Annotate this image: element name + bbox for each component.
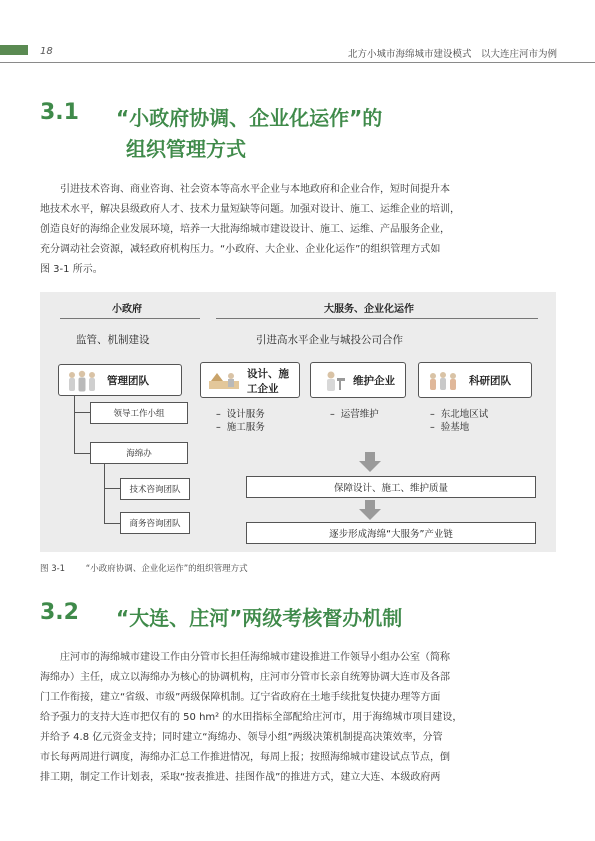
paragraph-line: 充分调动社会资源，减轻政府机构压力。“小政府、大企业、企业化运作”的组织管理方式如 [40, 244, 441, 255]
tree-connector [74, 412, 90, 413]
section-number: 3.2 [40, 600, 79, 625]
page-number: 18 [40, 46, 53, 57]
maintenance-bullet-list: – 运营维护 [330, 409, 379, 420]
running-title: 北方小城市海绵城市建设模式 以大连庄河市为例 [347, 49, 557, 60]
header-color-bar [0, 45, 28, 55]
section-title: “大连、庄河”两级考核督办机制 [116, 606, 403, 630]
paragraph-line: 地技术水平，解决县级政府人才、技术力量短缺等问题。加强对设计、施工、运维企业的培训， [40, 204, 460, 215]
paragraph-line: 庄河市的海绵城市建设工作由分管市长担任海绵城市建设推进工作领导小组办公室（简称 [60, 652, 450, 663]
tree-connector [104, 464, 105, 524]
paragraph-line: 给予强力的支持大连市把仅有的 50 hm² 的水田指标全部配给庄河市，用于海绵城市项目建设， [40, 712, 463, 723]
research-team-label: 科研团队 [469, 375, 511, 387]
tree-connector [104, 488, 120, 489]
section-title-line2: 组织管理方式 [126, 137, 246, 161]
caption-text: “小政府协调、企业化运作”的组织管理方式 [85, 564, 248, 574]
header-rule [0, 62, 595, 63]
design-box-line1: 设计、施 [247, 368, 289, 380]
section-number: 3.1 [40, 100, 79, 125]
maintenance-enterprise-box [310, 362, 406, 398]
sponge-office-box: 海绵办 [90, 442, 188, 464]
section-heading-3-2 [40, 600, 560, 630]
down-arrow-icon [358, 500, 382, 520]
management-team-label: 管理团队 [107, 375, 149, 387]
business-consulting-team-box: 商务咨询团队 [120, 512, 190, 534]
team-people-icon [65, 369, 99, 393]
design-construction-enterprise-box [200, 362, 300, 398]
paragraph-line: 门工作衔接，建立“省级、市级”两级保障机制。辽宁省政府在土地手续批复快捷办理等方面 [40, 692, 441, 703]
section-2-paragraph [40, 648, 560, 788]
bullet-construction-service: 施工服务 [226, 422, 265, 433]
tree-connector [74, 453, 90, 454]
tree-connector [74, 396, 75, 454]
quality-assurance-box: 保障设计、施工、维护质量 [246, 476, 536, 498]
paragraph-line: 排工期，制定工作计划表，采取“按表推进、挂图作战”的推进方式，建立大连、本级政府两 [40, 772, 441, 783]
maintenance-worker-icon [317, 369, 351, 393]
paragraph-line: 图 3-1 所示。 [40, 264, 103, 275]
paragraph-line: 市长每两周进行调度，海绵办汇总工作推进情况，每周上报；按照海绵城市建设试点节点，倒 [40, 752, 450, 763]
left-header-rule [60, 318, 200, 319]
tech-consulting-team-box: 技术咨询团队 [120, 478, 190, 500]
down-arrow-icon [358, 452, 382, 472]
design-bullet-list: – 设计服务 – 施工服务 [216, 409, 265, 433]
paragraph-line: 海绵办）主任，成立以海绵办为核心的协调机构，庄河市分管市长亲自统筹协调大连市及各部 [40, 672, 450, 683]
management-team-box [58, 364, 182, 396]
construction-icon [207, 369, 241, 393]
paragraph-line: 创造良好的海绵企业发展环境，培养一大批海绵城市建设设计、施工、运维、产品服务企业， [40, 224, 450, 235]
design-box-line2: 工企业 [247, 383, 279, 395]
paragraph-line: 引进技术咨询、商业咨询、社会资本等高水平企业与本地政府和企业合作，短时间提升本 [60, 184, 450, 195]
figure-caption [40, 562, 248, 574]
research-team-icon [425, 369, 459, 393]
section-heading-3-1 [40, 100, 560, 160]
research-team-box [418, 362, 532, 398]
leader-group-box: 领导工作小组 [90, 402, 188, 424]
bullet-operation-maintenance: 运营维护 [340, 409, 379, 420]
caption-number: 图 3-1 [40, 564, 66, 574]
maintenance-enterprise-label: 维护企业 [353, 375, 395, 387]
left-subtitle: 监管、机制建设 [76, 334, 150, 346]
left-column-header: 小政府 [112, 304, 142, 315]
section-title-line1: “小政府协调、企业化运作”的 [116, 106, 383, 130]
bullet-research-base-line2: 验基地 [440, 422, 470, 433]
bullet-design-service: 设计服务 [226, 409, 265, 420]
right-header-rule [216, 318, 538, 319]
industry-chain-box: 逐步形成海绵“大服务”产业链 [246, 522, 536, 544]
paragraph-line: 并给予 4.8 亿元资金支持；同时建立“海绵办、领导小组”两级决策机制提高决策效率，分管 [40, 732, 443, 743]
research-bullet-list: – 东北地区试 – 验基地 [430, 409, 489, 433]
figure-org-structure [40, 292, 556, 552]
section-1-paragraph [40, 180, 560, 280]
bullet-research-base-line1: 东北地区试 [440, 409, 489, 420]
tree-connector [104, 523, 120, 524]
right-subtitle: 引进高水平企业与城投公司合作 [256, 334, 403, 346]
right-column-header: 大服务、企业化运作 [324, 304, 414, 315]
